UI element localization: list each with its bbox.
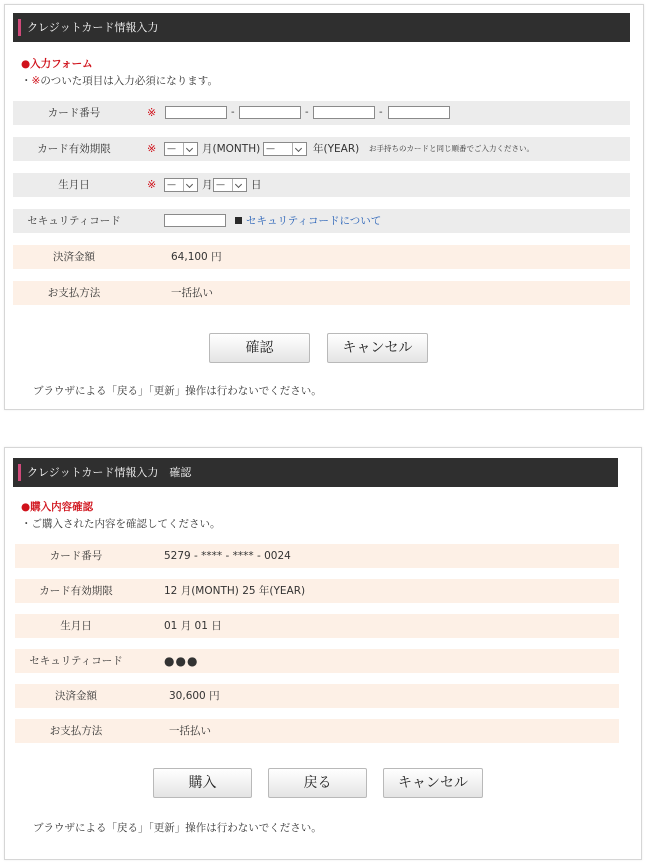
card-number-field-2[interactable] <box>239 106 301 119</box>
confirm-card-number-row <box>15 544 619 568</box>
confirm-security-row <box>15 649 619 673</box>
confirm-payment-value: 一括払い <box>169 725 211 737</box>
required-note-text: のついた項目は入力必須になります。 <box>40 75 218 87</box>
security-code-input[interactable] <box>164 214 226 227</box>
confirm-payment-row <box>15 719 619 743</box>
card-input-panel <box>4 4 644 410</box>
birthday-day-value: — <box>216 180 225 190</box>
chevron-down-icon <box>292 143 306 155</box>
confirm-amount-value: 30,600 円 <box>169 690 220 702</box>
amount-value: 64,100 円 <box>171 251 222 263</box>
confirm-amount-label: 決済金額 <box>55 690 97 702</box>
buy-button[interactable]: 購入 <box>153 768 252 798</box>
confirm-header-title: クレジットカード情報入力 確認 <box>13 458 618 487</box>
confirm-birthday-row <box>15 614 619 638</box>
required-note <box>21 73 218 88</box>
confirm-security-value: ●●● <box>164 654 199 668</box>
birthday-month-select[interactable] <box>164 178 198 192</box>
security-code-link[interactable]: セキュリティコードについて <box>246 215 382 227</box>
expiry-month-select[interactable] <box>164 142 198 156</box>
expiry-year-value: — <box>266 144 275 154</box>
chevron-down-icon <box>232 179 246 191</box>
input-header-title: クレジットカード情報入力 <box>13 13 630 42</box>
confirm-expiry-value: 12 月(MONTH) 25 年(YEAR) <box>164 585 306 597</box>
required-note-prefix: ・ <box>21 75 32 87</box>
card-number-row <box>13 101 630 125</box>
expiry-month-value: — <box>167 144 176 154</box>
expiry-label: カード有効期限 <box>37 143 111 155</box>
card-number-dash: - <box>379 107 383 118</box>
input-section-title: ●入力フォーム <box>21 58 93 70</box>
confirm-birthday-value: 01 月 01 日 <box>164 620 222 632</box>
birthday-day-select[interactable] <box>213 178 247 192</box>
payment-value: 一括払い <box>171 287 213 299</box>
input-footer-note: ブラウザによる「戻る」「更新」操作は行わないでください。 <box>33 385 322 397</box>
confirm-card-number-label: カード番号 <box>49 550 103 562</box>
card-number-field-4[interactable] <box>388 106 450 119</box>
confirm-card-number-value: 5279 - **** - **** - 0024 <box>164 550 291 562</box>
back-button[interactable]: 戻る <box>268 768 367 798</box>
confirm-security-label: セキュリティコード <box>29 655 123 667</box>
confirm-button[interactable]: 確認 <box>209 333 310 363</box>
birthday-month-value: — <box>167 180 176 190</box>
security-row <box>13 209 630 233</box>
confirm-birthday-label: 生月日 <box>60 620 92 632</box>
payment-row <box>13 281 630 305</box>
card-number-dash: - <box>305 107 309 118</box>
cancel-button[interactable]: キャンセル <box>327 333 428 363</box>
expiry-note: お手持ちのカードと同じ順番でご入力ください。 <box>369 144 534 153</box>
chevron-down-icon <box>183 179 197 191</box>
confirm-expiry-label: カード有効期限 <box>39 585 113 597</box>
required-mark: ※ <box>147 142 157 155</box>
birthday-day-unit: 日 <box>251 179 262 191</box>
confirm-payment-label: お支払方法 <box>49 725 103 737</box>
amount-label: 決済金額 <box>53 251 95 263</box>
confirm-note: ・ご購入された内容を確認してください。 <box>21 518 221 530</box>
confirm-expiry-row <box>15 579 619 603</box>
expiry-year-unit: 年(YEAR) <box>313 143 360 155</box>
card-confirm-panel <box>4 447 642 860</box>
expiry-row <box>13 137 630 161</box>
required-mark: ※ <box>147 106 157 119</box>
security-label: セキュリティコード <box>27 215 121 227</box>
amount-row <box>13 245 630 269</box>
chevron-down-icon <box>183 143 197 155</box>
confirm-footer-note: ブラウザによる「戻る」「更新」操作は行わないでください。 <box>33 822 322 834</box>
card-number-field-3[interactable] <box>313 106 375 119</box>
expiry-year-select[interactable] <box>263 142 307 156</box>
birthday-label: 生月日 <box>58 179 90 191</box>
confirm-cancel-button[interactable]: キャンセル <box>383 768 483 798</box>
expiry-month-unit: 月(MONTH) <box>202 143 261 155</box>
card-number-field-1[interactable] <box>165 106 227 119</box>
required-mark: ※ <box>147 178 157 191</box>
birthday-month-unit: 月 <box>202 179 213 191</box>
square-bullet-icon <box>235 217 242 224</box>
confirm-amount-row <box>15 684 619 708</box>
birthday-row <box>13 173 630 197</box>
confirm-section-title: ●購入内容確認 <box>21 501 94 513</box>
card-number-dash: - <box>231 107 235 118</box>
card-number-label: カード番号 <box>47 107 101 119</box>
payment-label: お支払方法 <box>47 287 101 299</box>
required-mark: ※ <box>31 75 41 87</box>
